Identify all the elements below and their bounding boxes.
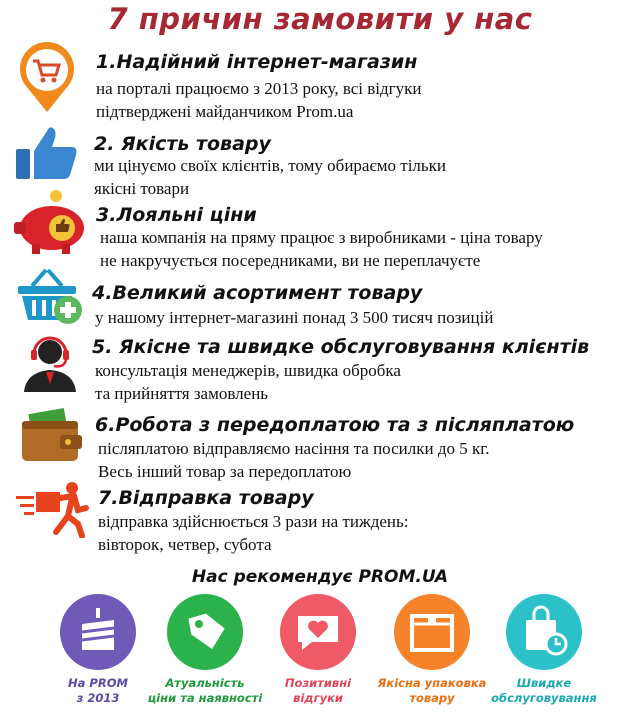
package-box-icon — [392, 592, 472, 672]
reason-text: на порталі працюємо з 2013 року, всі відгуки підтверджені майданчиком Prom.ua — [96, 79, 422, 121]
wallet-icon — [20, 407, 84, 465]
badge-label: Позитивні відгуки — [284, 676, 352, 705]
delivery-runner-icon — [16, 480, 92, 538]
reason-text: відправка здійснюється 3 рази на тиждень: вівторок, четвер, субота — [98, 512, 409, 554]
badge-label: На PROM з 2013 — [68, 676, 128, 705]
badge-positive-reviews — [258, 592, 378, 706]
reason-title: 7.Відправка товару — [98, 487, 314, 509]
reason-text: консультація менеджерів, швидка обробка та прийняття замовлень — [95, 361, 401, 403]
cake-icon — [58, 592, 138, 672]
reason-text: наша компанія на пряму працює з виробниками - ціна товару не накручується посередниками, ви не переплачуєте — [100, 228, 543, 270]
piggy-bank-icon — [10, 188, 92, 256]
operator-headset-icon — [20, 332, 80, 392]
badge-label: Швидке обслуговування — [491, 676, 597, 705]
thumbs-up-icon — [14, 125, 80, 181]
badge-price-actuality — [145, 592, 265, 706]
badge-label: Якісна упаковка товару — [377, 676, 487, 705]
reason-text: у нашому інтернет-магазині понад 3 500 тисяч позицій — [95, 308, 494, 327]
reason-title: 6.Робота з передоплатою та з післяплатою — [95, 414, 575, 436]
price-tag-icon — [165, 592, 245, 672]
reason-text: післяплатою відправляємо насіння та посилки до 5 кг. Весь інший товар за передоплатою — [98, 439, 490, 481]
reason-title: 5. Якісне та швидке обслуговування клієнтів — [92, 336, 590, 358]
badge-fast-service — [484, 592, 604, 706]
basket-plus-icon — [16, 266, 84, 326]
reason-text: ми цінуємо своїх клієнтів, тому обираємо тільки якісні товари — [94, 156, 447, 198]
badge-label: Атуальність ціни та наявності — [147, 676, 263, 705]
heart-chat-icon — [278, 592, 358, 672]
recommend-title: Нас рекомендує PROM.UA — [191, 567, 449, 587]
badge-packaging — [372, 592, 492, 706]
reason-title: 3.Лояльні ціни — [96, 204, 257, 226]
shopping-bag-clock-icon — [504, 592, 584, 672]
shopping-cart-pin-icon — [16, 42, 78, 114]
reason-title: 4.Великий асортимент товару — [92, 282, 423, 304]
reason-title: 1.Надійний інтернет-магазин — [96, 51, 418, 73]
page-title: 7 причин замовити у нас — [107, 2, 533, 36]
reason-title: 2. Якість товару — [94, 133, 271, 155]
badge-prom-since — [38, 592, 158, 706]
